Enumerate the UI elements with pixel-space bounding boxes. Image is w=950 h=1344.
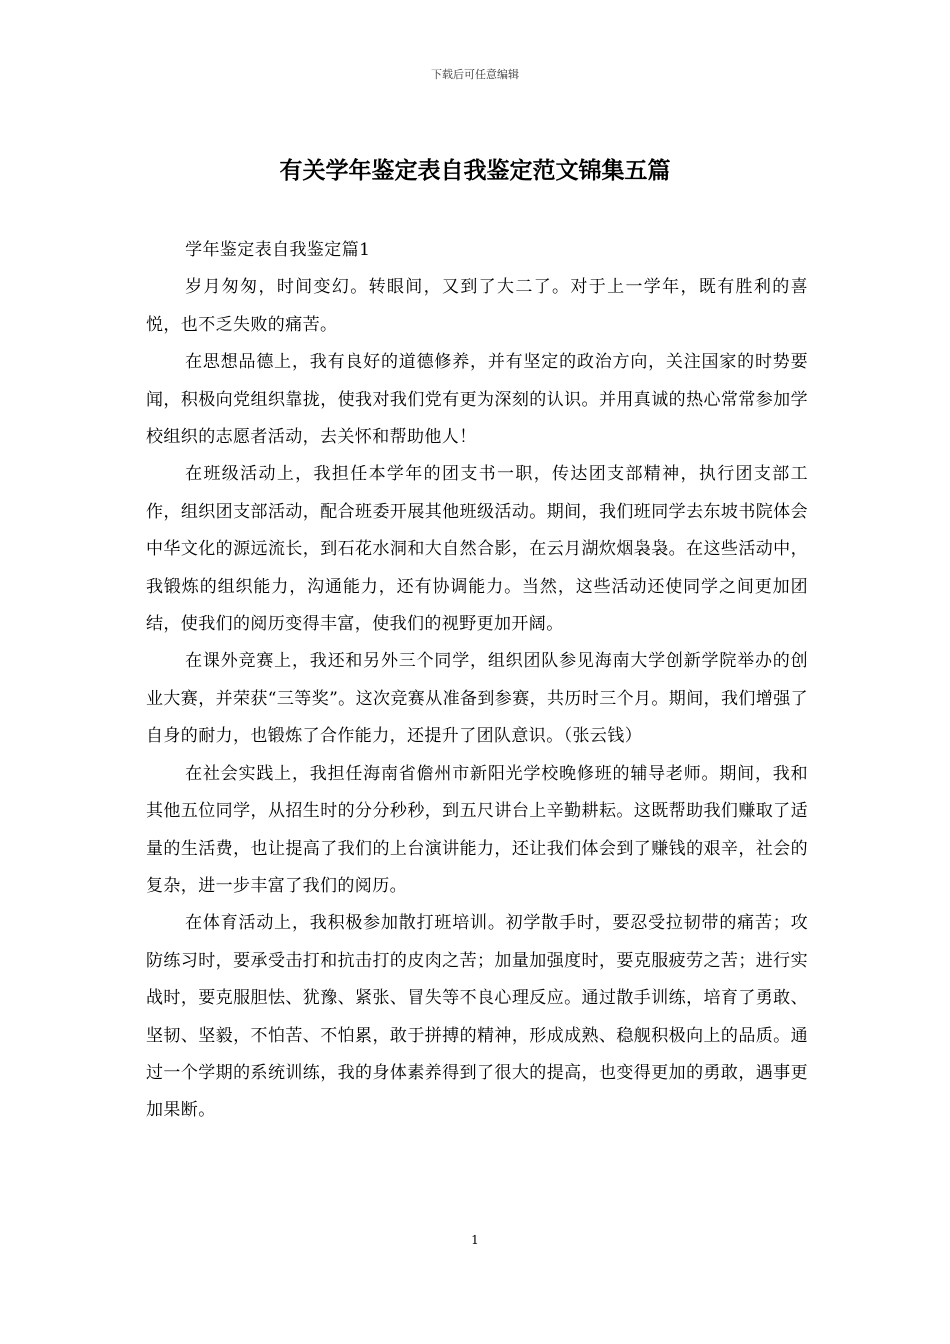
paragraph-4: 在课外竞赛上，我还和另外三个同学，组织团队参见海南大学创新学院举办的创业大赛，并荣获“三等奖”。这次竞赛从准备到参赛，共历时三个月。期间，我们增强了自身的耐力，也锻炼了合作能力，还提升了团队意识。（张云钱） [146, 651, 808, 747]
paragraph-5: 在社会实践上，我担任海南省儋州市新阳光学校晚修班的辅导老师。期间，我和其他五位同学，从招生时的分分秒秒，到五尺讲台上辛勤耕耘。这既帮助我们赚取了适量的生活费，也让提高了我们的上台演讲能力，还让我们体会到了赚钱的艰辛，社会的复杂，进一步丰富了我们的阅历。 [146, 763, 808, 896]
document-title: 有关学年鉴定表自我鉴定范文锦集五篇 [279, 158, 671, 184]
paragraph-3: 在班级活动上，我担任本学年的团支书一职，传达团支部精神，执行团支部工作，组织团支部活动，配合班委开展其他班级活动。期间，我们班同学去东坡书院体会中华文化的源远流长，到石花水洞和大自然合影，在云月湖炊烟袅袅。在这些活动中，我锻炼的组织能力，沟通能力，还有协调能力。当然，这些活动还使同学之间更加团结，使我们的阅历变得丰富，使我们的视野更加开阔。 [146, 464, 808, 635]
document-body [146, 232, 808, 1130]
paragraph-6: 在体育活动上，我积极参加散打班培训。初学散手时，要忍受拉韧带的痛苦；攻防练习时，要承受击打和抗击打的皮肉之苦；加量加强度时，要克服疲劳之苦；进行实战时，要克服胆怯、犹豫、紧张、冒失等不良心理反应。通过散手训练，培育了勇敢、坚韧、坚毅，不怕苦、不怕累，敢于拼搏的精神，形成成熟、稳舰积极向上的品质。通过一个学期的系统训练，我的身体素养得到了很大的提高，也变得更加的勇敢，遇事更加果断。 [146, 913, 808, 1121]
header-note: 下载后可任意编辑 [431, 68, 519, 81]
paragraph-2: 在思想品德上，我有良好的道德修养，并有坚定的政治方向，关注国家的时势要闻，积极向党组织靠拢，使我对我们党有更为深刻的认识。并用真诚的热心常常参加学校组织的志愿者活动，去关怀和帮助他人！ [146, 352, 808, 448]
section-heading: 学年鉴定表自我鉴定篇1 [185, 240, 371, 260]
paragraph-1: 岁月匆匆，时间变幻。转眼间，又到了大二了。对于上一学年，既有胜利的喜悦，也不乏失败的痛苦。 [146, 277, 808, 335]
page-number: 1 [471, 1233, 479, 1247]
